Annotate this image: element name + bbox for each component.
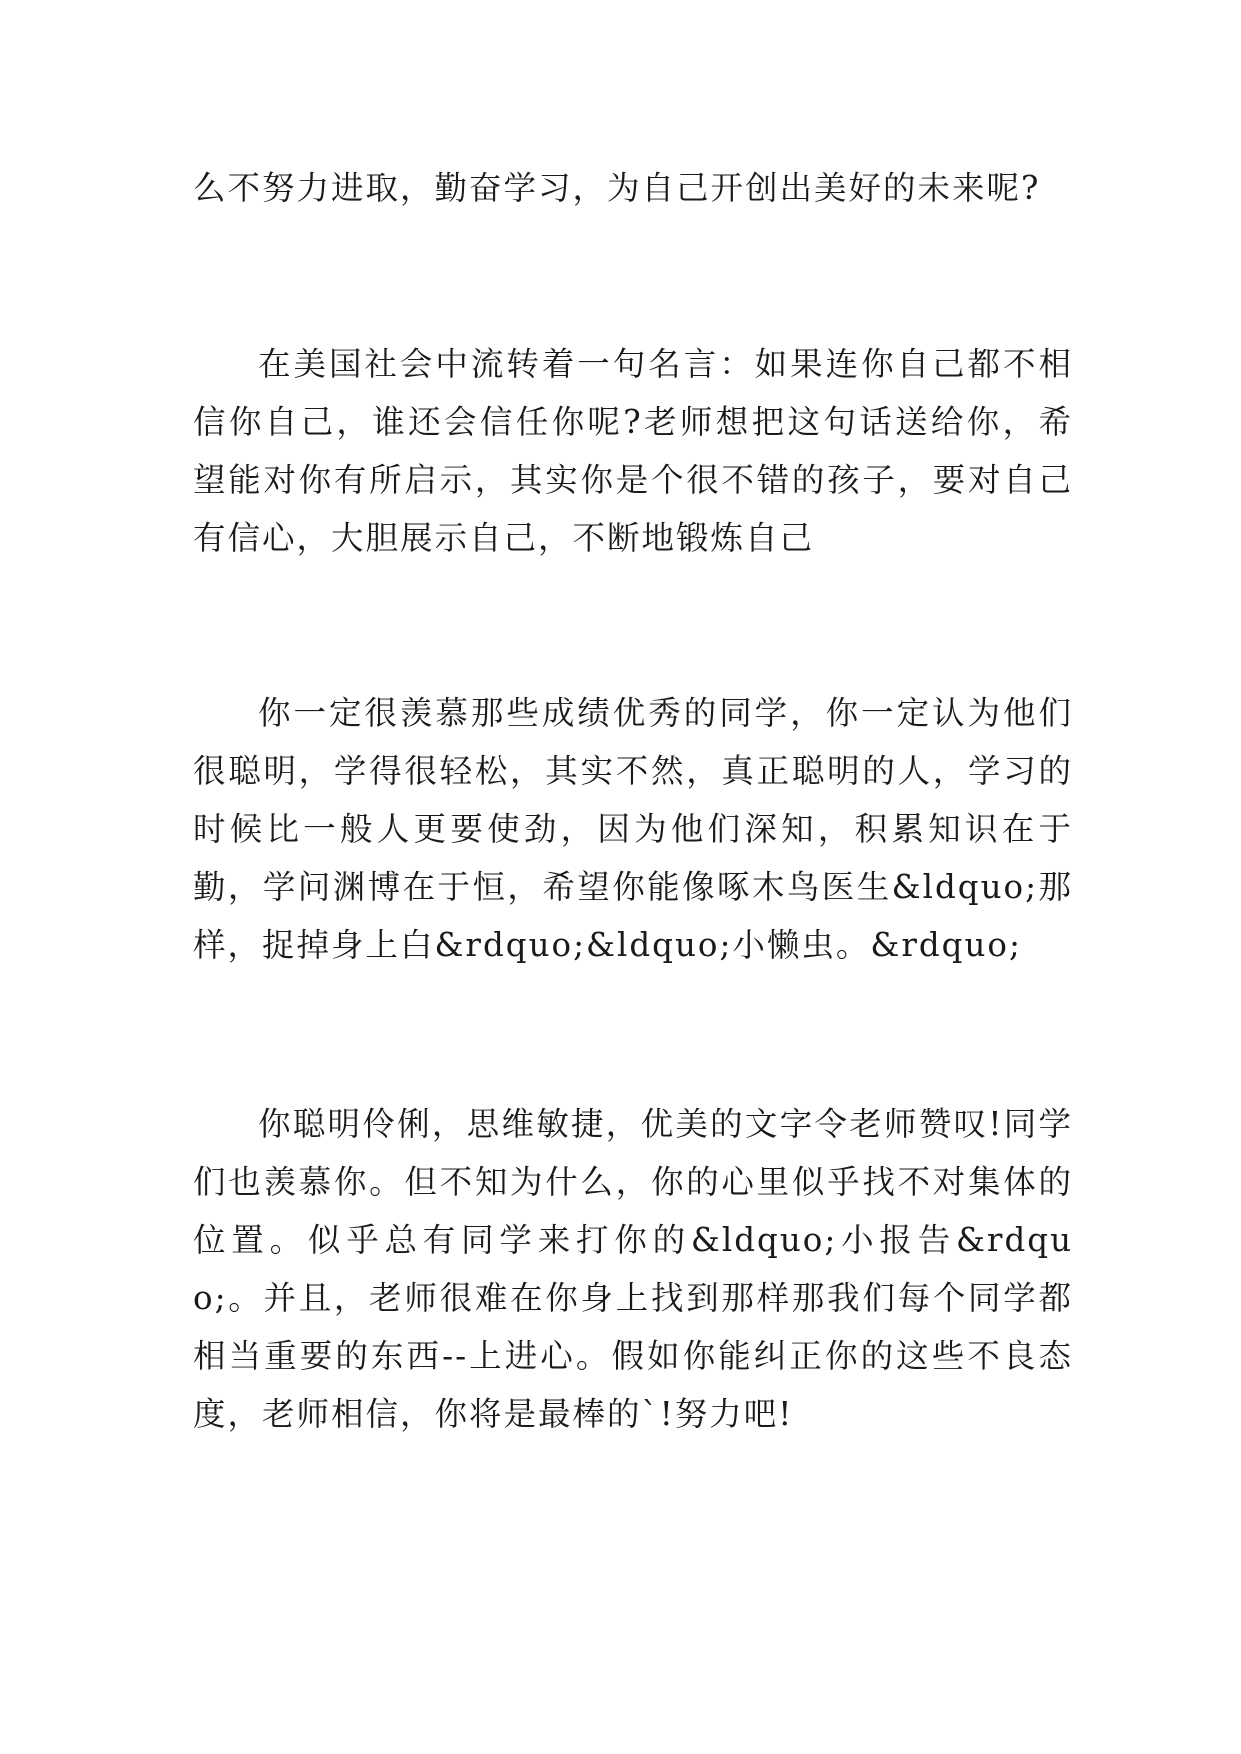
paragraph-diligence: 你一定很羡慕那些成绩优秀的同学，你一定认为他们很聪明，学得很轻松，其实不然，真正聪明的人，学习的时候比一般人更要使劲，因为他们深知，积累知识在于勤，学问渊博在于恒，希望你能像啄木鸟医生&ldquo;那样，捉掉身上白&rdquo;&ldquo;小懒虫。&rdquo; bbox=[193, 694, 1073, 964]
paragraph-clever-student: 你聪明伶俐，思维敏捷，优美的文字令老师赞叹!同学们也羡慕你。但不知为什么，你的心里似乎找不对集体的位置。似乎总有同学来打你的&ldquo;小报告&rdquo;。并且，老师很难在你身上找到那样那我们每个同学都相当重要的东西--上进心。假如你能纠正你的这些不良态度，老师相信，你将是最棒的`!努力吧! bbox=[193, 1105, 1073, 1433]
paragraph-american-saying: 在美国社会中流转着一句名言：如果连你自己都不相信你自己，谁还会信任你呢?老师想把这句话送给你，希望能对你有所启示，其实你是个很不错的孩子，要对自己有信心，大胆展示自己，不断地锻炼自己 bbox=[193, 345, 1073, 557]
paragraph-continuation: 么不努力进取，勤奋学习，为自己开创出美好的未来呢? bbox=[193, 169, 1041, 207]
